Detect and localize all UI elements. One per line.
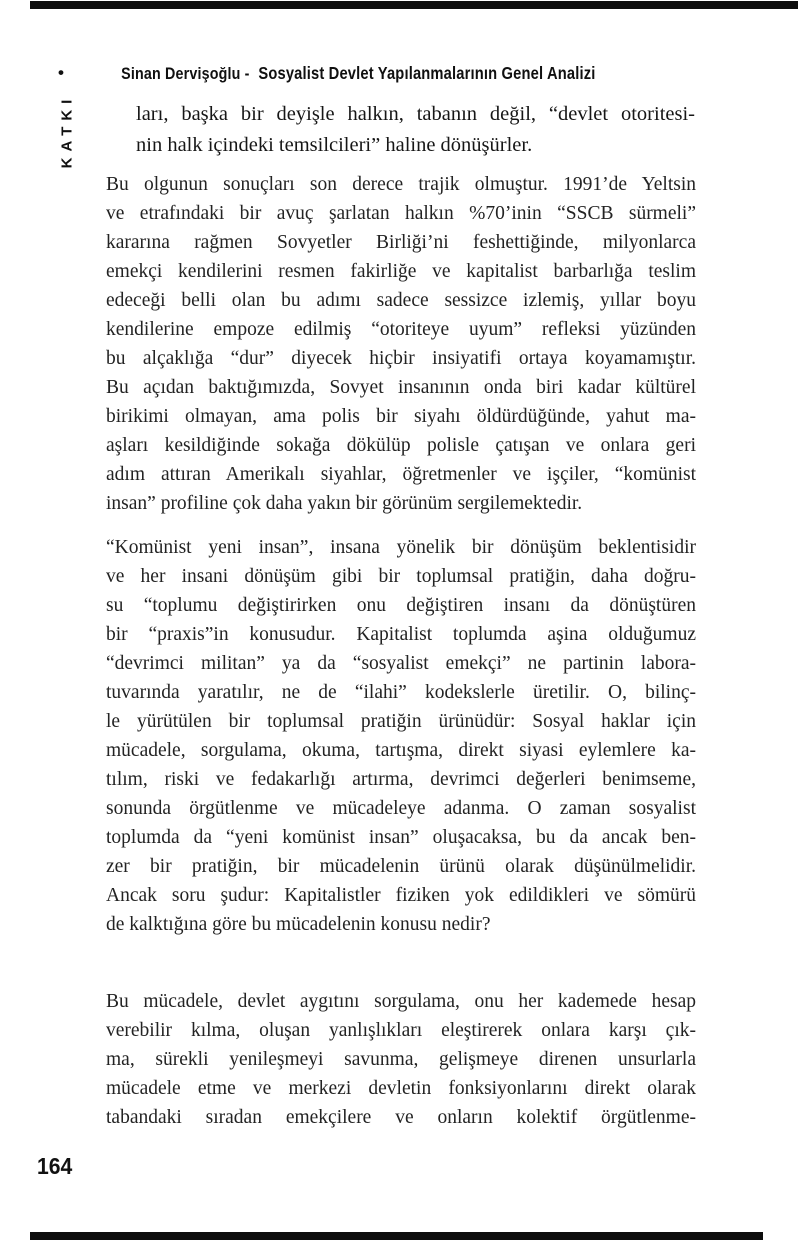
journal-spine-label: KATKI — [58, 93, 76, 169]
scan-bottom-edge — [30, 1232, 763, 1240]
text-line: toplumda da “yeni komünist insan” oluşacaksa, bu da ancak ben- — [106, 827, 696, 848]
text-line: de kalktığına göre bu mücadelenin konusu nedir? — [106, 914, 491, 935]
text-line: kararına rağmen Sovyetler Birliği’ni feshettiğinde, milyonlarca — [106, 232, 696, 253]
text-line: ve her insani dönüşüm gibi bir toplumsal pratiğin, daha doğru- — [106, 566, 696, 587]
text-line: nin halk içindeki temsilcileri” haline dönüşürler. — [136, 134, 533, 156]
text-line: mücadele etme ve merkezi devletin fonksiyonlarını direkt olarak — [106, 1078, 696, 1099]
text-line: tılım, riski ve fedakarlığı artırma, devrimci değerleri benimseme, — [106, 769, 696, 790]
text-line: mücadele, sorgulama, okuma, tartışma, direkt siyasi eylemlere ka- — [106, 740, 696, 761]
text-line: Ancak soru şudur: Kapitalistler fiziken yok edildikleri ve sömürü — [106, 885, 696, 906]
text-line: sonunda örgütlenme ve mücadeleye adanma. O zaman sosyalist — [106, 798, 696, 819]
text-line: “devrimci militan” ya da “sosyalist emekçi” ne partinin labora- — [106, 653, 696, 674]
article-author: Sinan Dervişoğlu - — [121, 64, 250, 83]
intro-quote-paragraph — [136, 99, 695, 161]
body-paragraph-2 — [106, 533, 696, 939]
text-line: tuvarında yaratılır, ne de “ilahi” kodekslerle üretilir. O, bilinç- — [106, 682, 696, 703]
text-line: adım attıran Amerikalı siyahlar, öğretmenler ve işçiler, “komünist — [106, 464, 696, 485]
text-line: ma, sürekli yenileşmeyi savunma, gelişmeye direnen unsurlarla — [106, 1049, 696, 1070]
text-line: ları, başka bir deyişle halkın, tabanın değil, “devlet otoritesi- — [136, 103, 695, 125]
body-paragraph-1 — [106, 170, 696, 518]
text-line: ve etrafındaki bir avuç şarlatan halkın %70’inin “SSCB sürmeli” — [106, 203, 696, 224]
text-line: Bu açıdan baktığımızda, Sovyet insanının onda biri kadar kültürel — [106, 377, 696, 398]
text-line: Bu olgunun sonuçları son derece trajik olmuştur. 1991’de Yeltsin — [106, 174, 696, 195]
page-number: 164 — [37, 1153, 73, 1179]
text-line: le yürütülen bir toplumsal pratiğin ürünüdür: Sosyal haklar için — [106, 711, 696, 732]
text-line: birikimi olmayan, ama polis bir siyahı öldürdüğünde, yahut ma- — [106, 406, 696, 427]
body-paragraph-3 — [106, 987, 696, 1132]
text-line: insan” profiline çok daha yakın bir görünüm sergilemektedir. — [106, 493, 583, 514]
text-line: bir “praxis”in konusudur. Kapitalist toplumda aşina olduğumuz — [106, 624, 696, 645]
scan-top-edge — [30, 1, 798, 9]
text-line: su “toplumu değiştirirken onu değiştiren insanı da dönüştüren — [106, 595, 696, 616]
text-line: emekçi kendilerini resmen fakirliğe ve kapitalist barbarlığa teslim — [106, 261, 696, 282]
text-line: verebilir kılma, oluşan yanlışlıkları eleştirerek onlara karşı çık- — [106, 1020, 696, 1041]
text-line: “Komünist yeni insan”, insana yönelik bir dönüşüm beklentisidir — [106, 537, 696, 558]
text-line: bu alçaklığa “dur” diyecek hiçbir insiyatifi ortaya koyamamıştır. — [106, 348, 696, 369]
text-line: aşları kesildiğinde sokağa dökülüp polisle çatışan ve onlara geri — [106, 435, 696, 456]
running-header — [58, 63, 641, 84]
text-line: edeceği belli olan bu adımı sadece sessizce izlemiş, yıllar boyu — [106, 290, 696, 311]
text-line: tabandaki sıradan emekçilere ve onların kolektif örgütlenme- — [106, 1107, 696, 1128]
running-header-text — [121, 63, 595, 84]
text-line: Bu mücadele, devlet aygıtını sorgulama, onu her kademede hesap — [106, 991, 696, 1012]
text-line: zer bir pratiğin, bir mücadelenin ürünü olarak düşünülmelidir. — [106, 856, 696, 877]
text-line: kendilerine empoze edilmiş “otoriteye uyum” refleksi yüzünden — [106, 319, 696, 340]
article-title: Sosyalist Devlet Yapılanmalarının Genel Analizi — [258, 63, 596, 83]
bullet-icon: • — [58, 63, 64, 82]
